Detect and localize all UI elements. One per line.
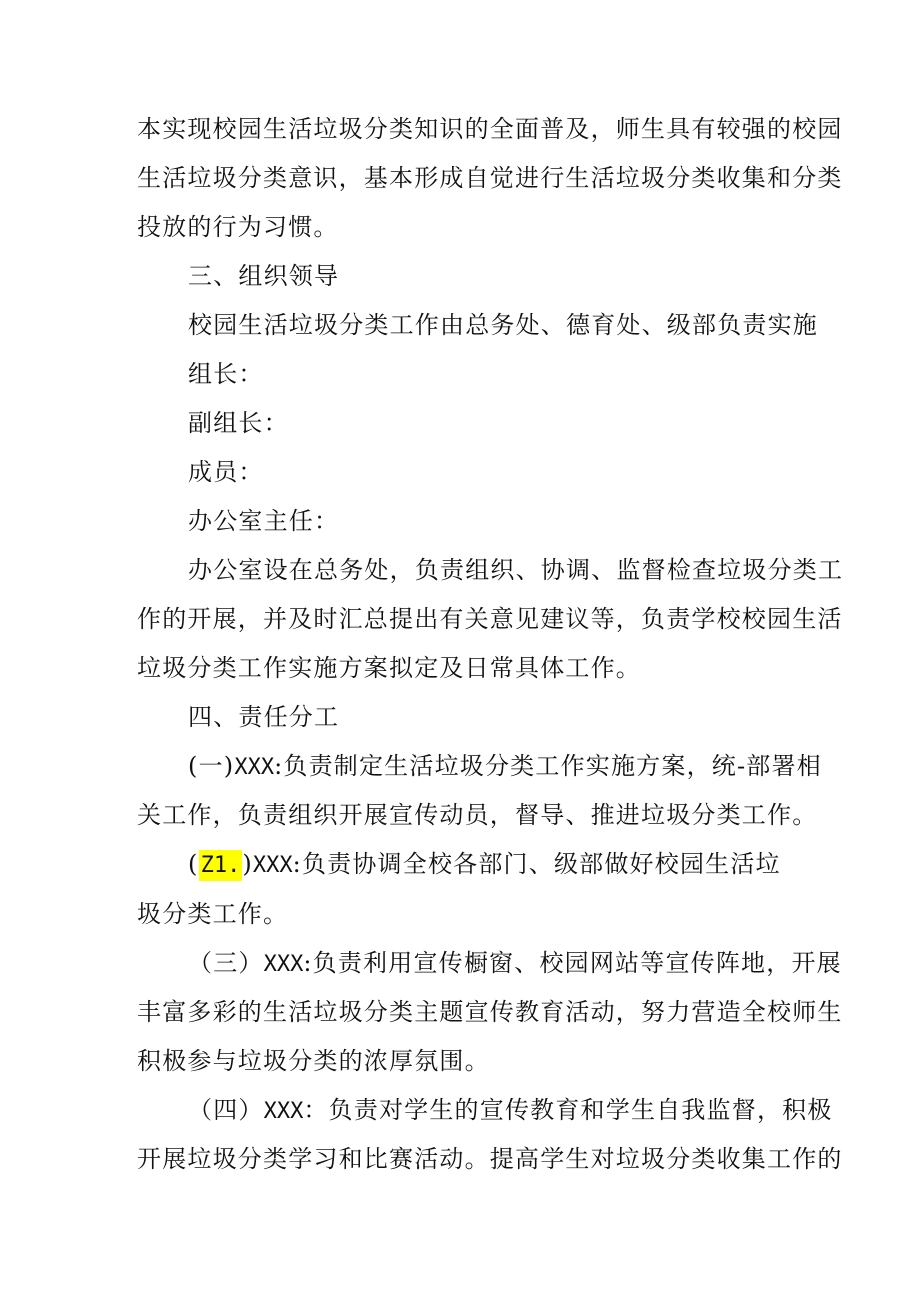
item-prefix: (一)	[188, 752, 235, 780]
paragraph-line: 丰富多彩的生活垃圾分类主题宣传教育活动，努力营造全校师生	[137, 998, 843, 1026]
item-code: XXX	[252, 853, 293, 878]
duty-item-4	[188, 1094, 833, 1128]
paragraph-line: 开展垃圾分类学习和比赛活动。提高学生对垃圾分类收集工作的	[137, 1145, 843, 1173]
item-prefix: （四）	[188, 1096, 264, 1124]
item-text: ：负责对学生的宣传教育和学生自我监督，积极	[303, 1096, 833, 1124]
role-label-office-director: 办公室主任：	[188, 507, 340, 535]
item-code: XXX	[234, 755, 275, 780]
duty-item-3	[188, 947, 842, 981]
item-close-paren: )	[242, 850, 253, 878]
section-heading: 四、责任分工	[188, 703, 340, 731]
item-text: :负责制定生活垃圾分类工作实施方案，统-部署相	[274, 752, 822, 780]
role-label-deputy: 副组长：	[188, 409, 289, 437]
duty-item-2	[188, 848, 781, 882]
item-open-paren: (	[188, 850, 199, 878]
role-label-members: 成员：	[188, 458, 264, 486]
paragraph-line: 生活垃圾分类意识，基本形成自觉进行生活垃圾分类收集和分类	[137, 164, 843, 192]
paragraph-line: 关工作，负责组织开展宣传动员，督导、推进垃圾分类工作。	[137, 801, 818, 829]
item-code: XXX	[263, 1099, 304, 1124]
paragraph-line: 投放的行为习惯。	[137, 213, 339, 241]
duty-item-1	[188, 750, 822, 784]
role-label-leader: 组长：	[188, 360, 264, 388]
item-prefix: （三）	[188, 949, 264, 977]
paragraph-line: 办公室设在总务处，负责组织、协调、监督检查垃圾分类工	[188, 556, 844, 584]
item-text: :负责协调全校各部门、级部做好校园生活垃	[292, 850, 781, 878]
paragraph-line: 圾分类工作。	[137, 900, 289, 928]
paragraph-line: 校园生活垃圾分类工作由总务处、德育处、级部负责实施	[188, 311, 818, 339]
paragraph-line: 作的开展，并及时汇总提出有关意见建议等，负责学校校园生活	[137, 605, 843, 633]
paragraph-line: 积极参与垃圾分类的浓厚氛围。	[137, 1047, 490, 1075]
highlighted-text: Z1.	[199, 850, 243, 881]
section-heading: 三、组织领导	[188, 262, 340, 290]
paragraph-line: 垃圾分类工作实施方案拟定及日常具体工作。	[137, 654, 641, 682]
item-code: XXX	[263, 952, 304, 977]
paragraph-line: 本实现校园生活垃圾分类知识的全面普及，师生具有较强的校园	[137, 115, 843, 143]
item-text: :负责利用宣传橱窗、校园网站等宣传阵地，开展	[303, 949, 842, 977]
